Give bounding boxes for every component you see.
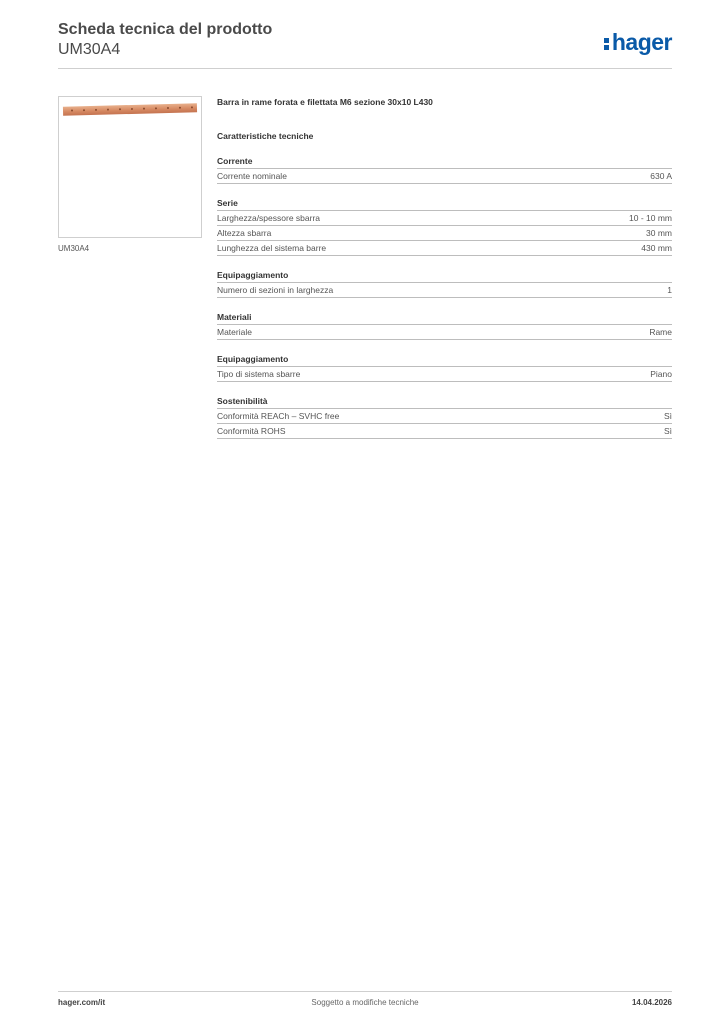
tech-specs-title: Caratteristiche tecniche (217, 131, 314, 141)
product-specs (217, 96, 672, 439)
spec-label: Conformità REACh – SVHC free (217, 411, 340, 421)
hager-logo (604, 30, 672, 54)
section-title: Materiali (217, 311, 672, 325)
spec-value: Sì (663, 411, 672, 421)
product-image-caption: UM30A4 (58, 244, 90, 253)
spec-label: Altezza sbarra (217, 228, 272, 238)
document-footer (58, 998, 672, 1010)
spec-section-equipaggiamento-2 (217, 353, 672, 382)
logo-dots-icon (604, 37, 610, 51)
spec-row (217, 241, 672, 256)
spec-value: 1 (667, 285, 672, 295)
spec-value: 430 mm (641, 243, 672, 253)
spec-row (217, 211, 672, 226)
footer-website-link[interactable]: hager.com/it (58, 998, 106, 1007)
document-header (58, 20, 672, 68)
product-description: Barra in rame forata e filettata M6 sezione 30x10 L430 (217, 97, 433, 107)
header-divider (58, 68, 672, 69)
spec-value: Piano (650, 369, 672, 379)
spec-section-serie (217, 197, 672, 256)
spec-label: Corrente nominale (217, 171, 287, 181)
footer-divider (58, 991, 672, 992)
spec-value: Sì (663, 426, 672, 436)
spec-row (217, 325, 672, 340)
spec-row (217, 226, 672, 241)
spec-row (217, 409, 672, 424)
section-title: Serie (217, 197, 672, 211)
spec-section-corrente (217, 155, 672, 184)
spec-row (217, 283, 672, 298)
section-title: Corrente (217, 155, 672, 169)
spec-section-sostenibilita (217, 395, 672, 439)
document-title: Scheda tecnica del prodotto (58, 21, 273, 38)
footer-date: 14.04.2026 (631, 998, 672, 1007)
spec-label: Larghezza/spessore sbarra (217, 213, 321, 223)
spec-label: Materiale (217, 327, 252, 337)
copper-busbar-picture (63, 103, 197, 116)
section-title: Equipaggiamento (217, 269, 672, 283)
spec-value: 30 mm (646, 228, 672, 238)
spec-label: Conformità ROHS (217, 426, 286, 436)
product-image (58, 96, 202, 238)
spec-row (217, 169, 672, 184)
spec-section-equipaggiamento (217, 269, 672, 298)
product-code-heading: UM30A4 (58, 41, 121, 58)
spec-section-materiali (217, 311, 672, 340)
spec-value: Rame (649, 327, 672, 337)
logo-text: hager (611, 29, 672, 55)
spec-value: 630 A (650, 171, 672, 181)
spec-row (217, 367, 672, 382)
spec-label: Numero di sezioni in larghezza (217, 285, 334, 295)
section-title: Equipaggiamento (217, 353, 672, 367)
spec-value: 10 - 10 mm (629, 213, 672, 223)
footer-note: Soggetto a modifiche tecniche (311, 998, 419, 1007)
spec-label: Lunghezza del sistema barre (217, 243, 327, 253)
spec-label: Tipo di sistema sbarre (217, 369, 301, 379)
section-title: Sostenibilità (217, 395, 672, 409)
spec-row (217, 424, 672, 439)
